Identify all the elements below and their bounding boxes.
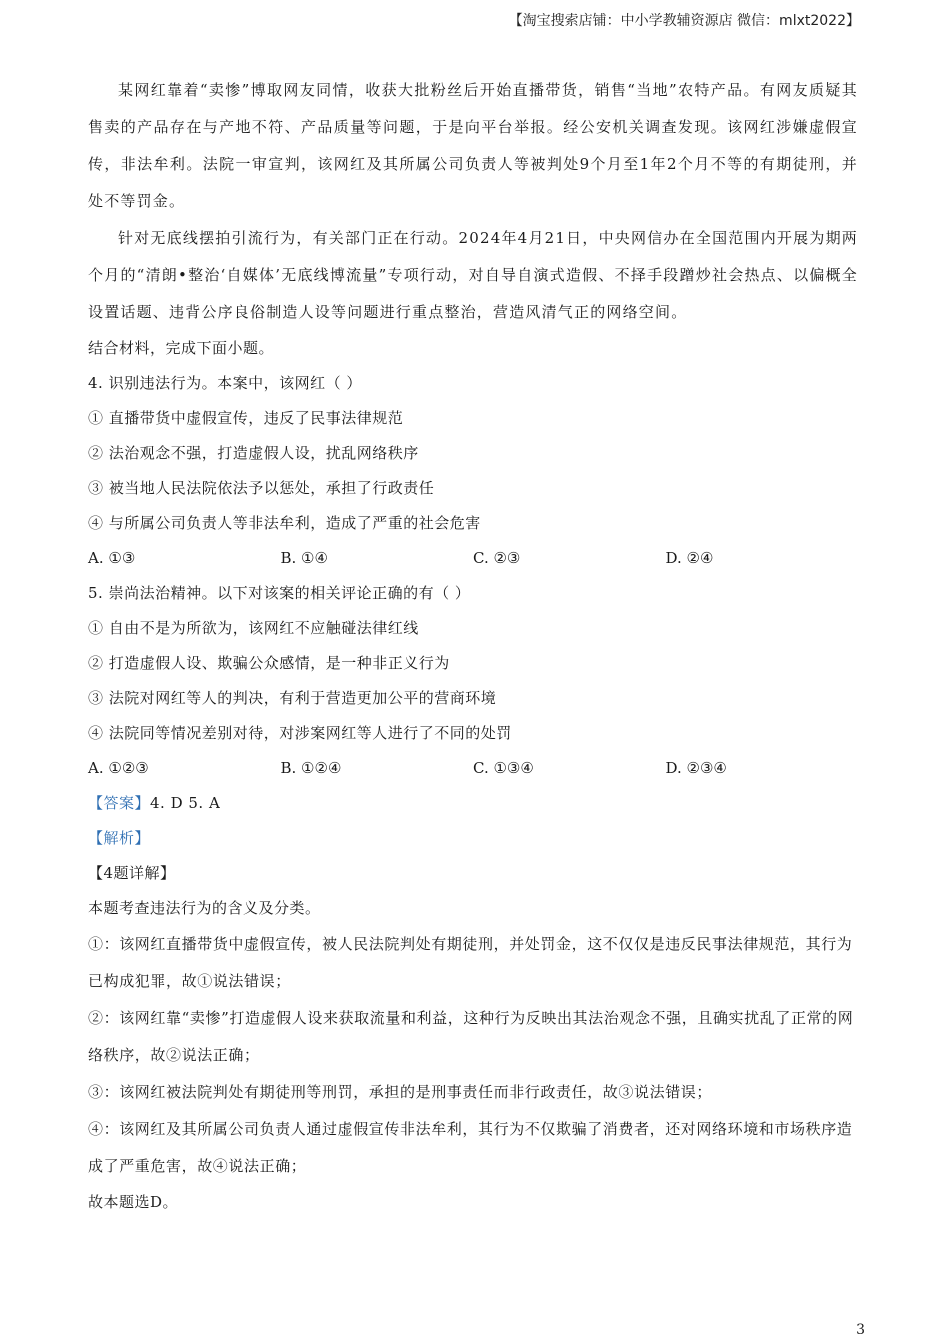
question-4-options (88, 541, 858, 576)
explanation-3: ③：该网红被法院判处有期徒刑等刑罚，承担的是刑事责任而非行政责任，故③说法错误； (88, 1083, 713, 1101)
explanation-2: ②：该网红靠“卖惨”打造虚假人设来获取流量和利益，这种行为反映出其法治观念不强，且确实扰乱了正常的网络秩序，故②说法正确； (88, 1009, 854, 1064)
explanation-4: ④：该网红及其所属公司负责人通过虚假宣传非法牟利，其行为不仅欺骗了消费者，还对网络环境和市场秩序造成了严重危害，故④说法正确； (88, 1120, 853, 1175)
option-c: C. ②③ (473, 549, 521, 567)
answer-text: 4. D 5. A (150, 794, 221, 812)
page-number: 3 (856, 1322, 865, 1338)
analysis-label: 【解析】 (88, 829, 151, 847)
q4-detail-title: 【4题详解】 (88, 864, 176, 882)
analysis-heading (88, 821, 858, 856)
question-5-item: ② 打造虚假人设、欺骗公众感情，是一种非正义行为 (88, 654, 450, 672)
question-4-item: ① 直播带货中虚假宣传，违反了民事法律规范 (88, 409, 404, 427)
option-c: C. ①③④ (473, 759, 534, 777)
question-4-item: ③ 被当地人民法院依法予以惩处，承担了行政责任 (88, 479, 435, 497)
document-body (88, 72, 858, 1220)
question-4-item: ② 法治观念不强，打造虚假人设，扰乱网络秩序 (88, 444, 419, 462)
material-paragraph-1: 某网红靠着“卖惨”博取网友同情，收获大批粉丝后开始直播带货，销售“当地”农特产品。有网友质疑其售卖的产品存在与产地不符、产品质量等问题，于是向平台举报。经公安机关调查发现。该网红涉嫌虚假宣传，非法牟利。法院一审宣判，该网红及其所属公司负责人等被判处9个月至1年2个月不等的有期徒刑，并处不等罚金。 (88, 81, 858, 210)
question-5-stem: 5. 崇尚法治精神。以下对该案的相关评论正确的有（ ） (88, 584, 471, 602)
option-b: B. ①②④ (280, 759, 342, 777)
question-5-options (88, 751, 858, 786)
option-d: D. ②④ (665, 549, 714, 567)
explanation-1: ①：该网红直播带货中虚假宣传，被人民法院判处有期徒刑，并处罚金，这不仅仅是违反民事法律规范，其行为已构成犯罪，故①说法错误； (88, 935, 853, 990)
answer-label: 【答案】 (88, 794, 151, 812)
analysis-intro: 本题考查违法行为的含义及分类。 (88, 899, 321, 917)
question-5-item: ④ 法院同等情况差别对待，对涉案网红等人进行了不同的处罚 (88, 724, 512, 742)
question-4-item: ④ 与所属公司负责人等非法牟利，造成了严重的社会危害 (88, 514, 481, 532)
answer-line (88, 786, 858, 821)
option-d: D. ②③④ (665, 759, 727, 777)
material-paragraph-2: 针对无底线摆拍引流行为，有关部门正在行动。2024年4月21日，中央网信办在全国范围内开展为期两个月的“清朗•整治‘自媒体’无底线博流量”专项行动，对自导自演式造假、不择手段蹭炒社会热点、以偏概全设置话题、违背公序良俗制造人设等问题进行重点整治，营造风清气正的网络空间。 (88, 229, 858, 321)
option-a: A. ①②③ (88, 759, 149, 777)
question-5-item: ① 自由不是为所欲为，该网红不应触碰法律红线 (88, 619, 419, 637)
option-b: B. ①④ (280, 549, 328, 567)
question-5-item: ③ 法院对网红等人的判决，有利于营造更加公平的营商环境 (88, 689, 497, 707)
question-4-stem: 4. 识别违法行为。本案中，该网红（ ） (88, 374, 362, 392)
option-a: A. ①③ (88, 549, 136, 567)
conclusion: 故本题选D。 (88, 1193, 179, 1211)
instruction: 结合材料，完成下面小题。 (88, 339, 275, 357)
page-header: 【淘宝搜索店铺：中小学教辅资源店 微信：mlxt2022】 (508, 13, 860, 29)
